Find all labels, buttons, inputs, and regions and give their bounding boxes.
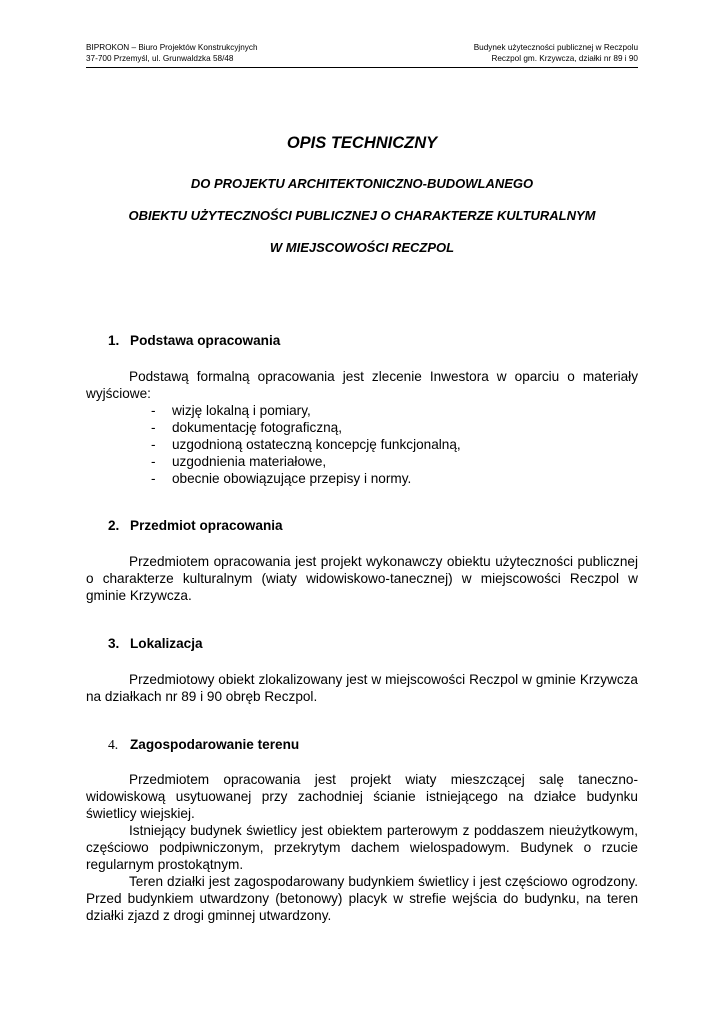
section-2-body xyxy=(86,553,638,604)
list-item: - uzgodnienia materiałowe, xyxy=(151,453,638,470)
paragraph: Istniejący budynek świetlicy jest obiektem parterowym z poddaszem nieużytkowym, częściowo podpiwniczonym, przekrytym dachem wielospadowym. Budynek o rzucie regularnym prostokątnym. xyxy=(86,823,638,872)
paragraph: Teren działki jest zagospodarowany budynkiem świetlicy i jest częściowo ogrodzony. Przed budynkiem utwardzony (betonowy) placyk w strefie wejścia do budynku, na teren działki zjazd z drogi gminnej utwardzony. xyxy=(86,874,638,923)
document-subtitle-2: OBIEKTU UŻYTECZNOŚCI PUBLICZNEJ O CHARAKTERZE KULTURALNYM xyxy=(128,208,596,223)
header-project-location: Reczpol gm. Krzywcza, działki nr 89 i 90 xyxy=(491,54,638,63)
section-title: Podstawa opracowania xyxy=(130,333,281,348)
header-project-name: Budynek użyteczności publicznej w Reczpolu xyxy=(473,43,638,52)
header-project xyxy=(474,42,638,64)
section-number: 4. xyxy=(108,737,119,752)
list-item: - wizję lokalną i pomiary, xyxy=(151,402,638,419)
section-1-heading xyxy=(108,333,280,348)
paragraph: Podstawą formalną opracowania jest zlecenie Inwestora w oparciu o materiały wyjściowe: xyxy=(86,369,638,401)
section-1-body xyxy=(86,368,638,487)
section-3-body xyxy=(86,671,638,705)
section-2-heading xyxy=(108,518,283,533)
paragraph: Przedmiotowy obiekt zlokalizowany jest w miejscowości Reczpol w gminie Krzywcza na działkach nr 89 i 90 obręb Reczpol. xyxy=(86,672,638,704)
section-4-body xyxy=(86,771,638,924)
section-title: Lokalizacja xyxy=(130,636,203,651)
header-company xyxy=(86,42,258,64)
paragraph: Przedmiotem opracowania jest projekt wykonawczy obiektu użyteczności publicznej o charakterze kulturalnym (wiaty widowiskowo-tanecznej) w miejscowości Reczpol w gminie Krzywcza. xyxy=(86,554,638,603)
section-title: Zagospodarowanie terenu xyxy=(130,737,300,752)
section-number: 3. xyxy=(108,636,120,651)
section-number: 1. xyxy=(108,333,120,348)
header-company-address: 37-700 Przemyśl, ul. Grunwaldzka 58/48 xyxy=(86,54,234,63)
list-item: - dokumentację fotograficzną, xyxy=(151,419,638,436)
section-title: Przedmiot opracowania xyxy=(130,518,283,533)
document-title: OPIS TECHNICZNY xyxy=(286,134,438,152)
paragraph: Przedmiotem opracowania jest projekt wiaty mieszczącej salę taneczno-widowiskową usytuowanej przy zachodniej ścianie istniejącego na działce budynku świetlicy wiejskiej. xyxy=(86,772,638,821)
section-3-heading xyxy=(108,636,203,651)
section-4-heading xyxy=(108,737,299,753)
materials-list xyxy=(86,402,638,487)
document-subtitle-3: W MIEJSCOWOŚCI RECZPOL xyxy=(269,240,455,255)
header-company-name: BIPROKON – Biuro Projektów Konstrukcyjnych xyxy=(86,43,258,52)
list-item: - obecnie obowiązujące przepisy i normy. xyxy=(151,470,638,487)
document-subtitle-1: DO PROJEKTU ARCHITEKTONICZNO-BUDOWLANEGO xyxy=(190,176,534,191)
section-number: 2. xyxy=(108,518,120,533)
list-item: - uzgodnioną ostateczną koncepcję funkcjonalną, xyxy=(151,436,638,453)
page-header xyxy=(86,42,638,68)
